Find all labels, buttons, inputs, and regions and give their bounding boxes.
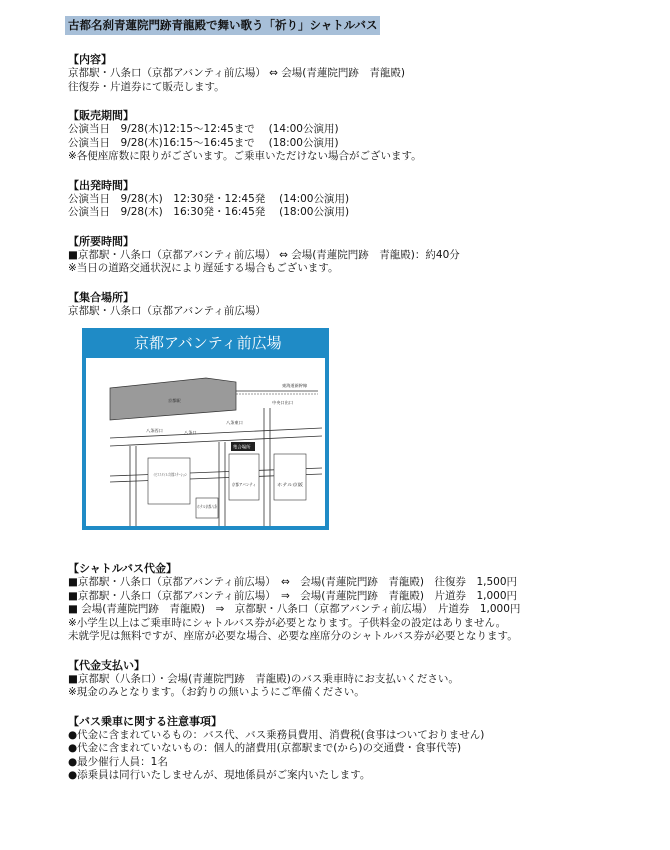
section-line: ●代金に含まれているもの：バス代、バス乗務員費用、消費税(食事はついておりません)	[68, 728, 485, 741]
section-heading: 【販売期間】	[68, 109, 134, 122]
building-avanti	[229, 454, 259, 500]
section-line: 往復券・片道券にて販売します。	[68, 80, 225, 93]
section-meeting-place	[68, 291, 628, 319]
map-svg	[86, 358, 325, 526]
map-label-hachijo: 八条口	[184, 430, 197, 435]
section-line: 京都駅・八条口（京都アバンティ前広場）	[68, 304, 266, 317]
section-line: ●添乗員は同行いたしませんが、現地係員がご案内いたします。	[68, 769, 371, 781]
section-heading: 【シャトルバス代金】	[68, 562, 178, 575]
document-title: 古都名刹青蓮院門跡青龍殿で舞い歌う「祈り」シャトルバス	[65, 16, 380, 35]
section-heading: 【出発時間】	[68, 178, 134, 192]
section-line: ■京都駅・八条口（京都アバンティ前広場） ⇔ 会場(青蓮院門跡 青龍殿)：約40分	[68, 248, 460, 261]
section-line: 公演当日 9/28(木) 16:30発・16:45発 (18:00公演用)	[68, 206, 350, 218]
map-title: 京都アバンティ前広場	[134, 334, 282, 352]
map-label-avanti: 京都アバンティ	[232, 482, 261, 487]
section-line: 公演当日 9/28(木)16:15～16:45まで (18:00公演用)	[68, 136, 339, 149]
map-label-meeting: 集合場所	[233, 445, 251, 451]
section-line: ■ 会場(青蓮院門跡 青龍殿) ⇒ 京都駅・八条口（京都アバンティ前広場） 片道券 1,000円	[68, 603, 521, 615]
section-line: ■京都駅・八条口（京都アバンティ前広場） ⇒ 会場(青蓮院門跡 青龍殿) 片道券 1,000円	[68, 589, 518, 602]
section-line: ■京都駅・八条口（京都アバンティ前広場） ⇔ 会場(青蓮院門跡 青龍殿) 往復券 1,500円	[68, 576, 518, 588]
map-label-ibis: イビススタイルズ京都ステーション	[153, 472, 220, 477]
section-heading: 【集合場所】	[68, 290, 134, 304]
map-label-hotel2: ホテル京都八条	[197, 504, 227, 509]
section-sales-period	[68, 109, 628, 164]
section-payment	[68, 659, 628, 700]
section-line: 公演当日 9/28(木) 12:30発・12:45発 (14:00公演用)	[68, 192, 350, 205]
map-label-parking: 中央口出口	[272, 400, 293, 405]
section-duration	[68, 235, 628, 276]
section-line: ※当日の道路交通状況により遅延する場合もございます。	[68, 262, 339, 274]
road-line	[110, 436, 322, 446]
map-label-shinkansen: 東海道新幹線	[282, 383, 308, 388]
section-fare	[68, 562, 628, 644]
document-page	[68, 14, 628, 783]
section-notes	[68, 715, 628, 783]
section-line: ※小学生以上はご乗車時にシャトルバス券が必要となります。子供料金の設定はありません。	[68, 616, 507, 629]
section-content	[68, 53, 628, 94]
section-heading: 【代金支払い】	[68, 658, 145, 672]
meeting-place-map	[82, 328, 329, 530]
building-ibis	[148, 458, 220, 504]
road-line	[110, 428, 322, 438]
section-line: 公演当日 9/28(木)12:15～12:45まで (14:00公演用)	[68, 123, 339, 135]
section-heading: 【所要時間】	[68, 234, 134, 248]
section-line: ■京都駅（八条口）・会場(青蓮院門跡 青龍殿)のバス乗車時にお支払いください。	[68, 672, 459, 685]
map-label-hachijo-east: 八条東口	[226, 420, 243, 425]
section-line: ●最少催行人員：1名	[68, 755, 168, 768]
section-departure	[68, 179, 628, 220]
building-hotel	[274, 454, 306, 500]
section-line: ●代金に含まれていないもの：個人的諸費用(京都駅まで(から)の交通費・食事代等)	[68, 742, 462, 754]
section-line: ※現金のみとなります。（お釣りの無いようにご準備ください。	[68, 686, 365, 698]
map-drawing	[86, 358, 325, 526]
map-label-hachijo-west: 八条西口	[146, 428, 163, 433]
section-heading: 【内容】	[68, 53, 112, 66]
section-line: 京都駅・八条口（京都アバンティ前広場） ⇔ 会場(青蓮院門跡 青龍殿)	[68, 67, 405, 79]
map-label-hotel: ホテル京阪	[277, 482, 298, 487]
section-heading: 【バス乗車に関する注意事項】	[68, 714, 222, 728]
section-line: ※各便座席数に限りがございます。ご乗車いただけない場合がございます。	[68, 150, 422, 162]
map-label-station: 京都駅	[168, 398, 181, 403]
section-line: 未就学児は無料ですが、座席が必要な場合、必要な座席分のシャトルバス券が必要となります。	[68, 630, 518, 642]
